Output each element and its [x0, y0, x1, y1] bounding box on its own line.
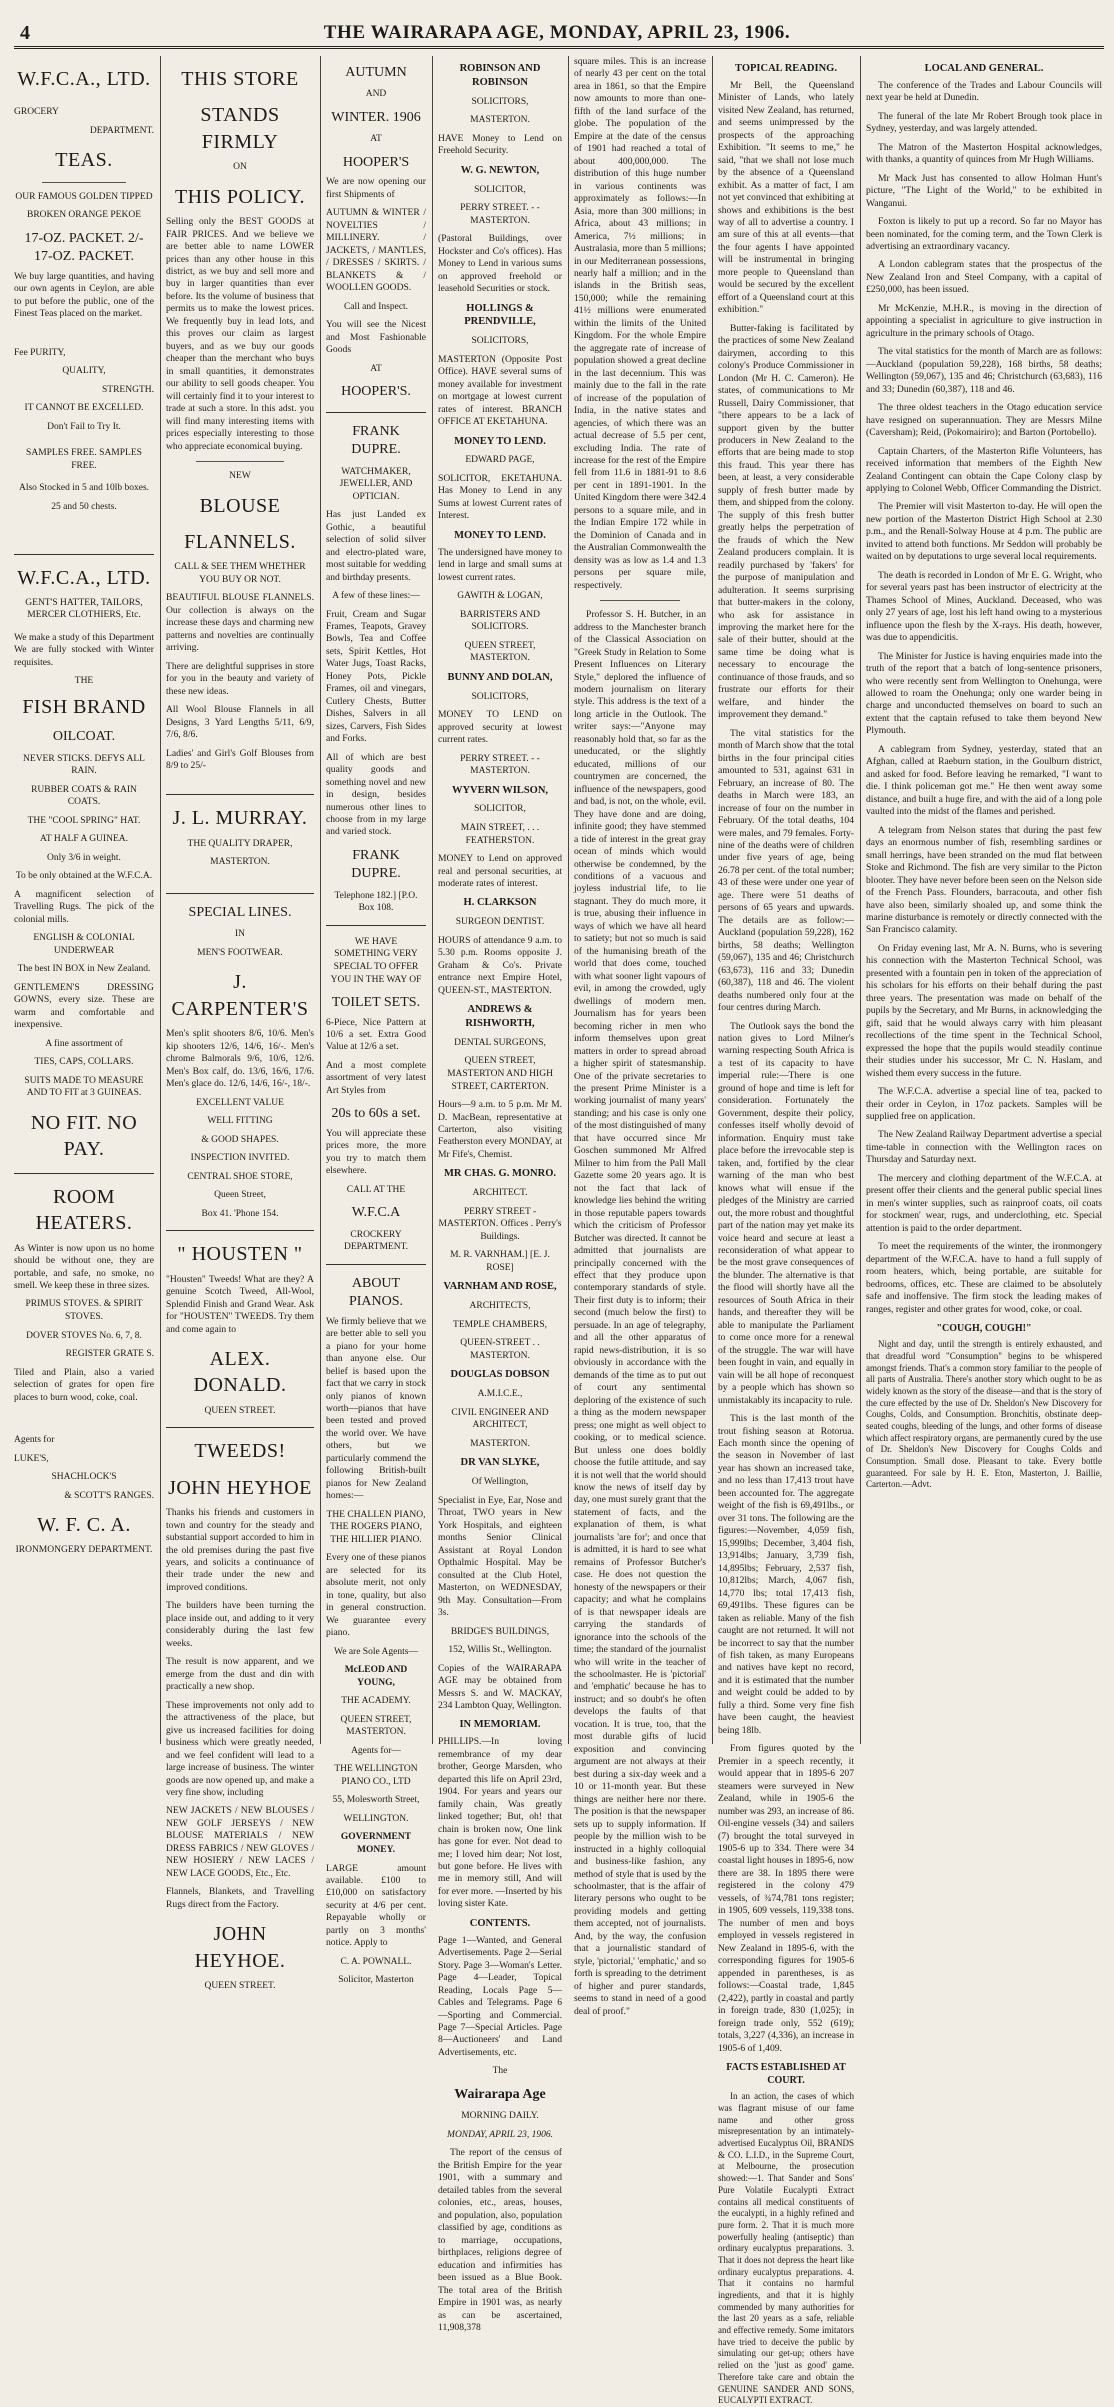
ad-line: Fee PURITY,	[14, 347, 66, 358]
ad-line: MASTERTON.	[470, 1438, 530, 1449]
section-heading: TOPICAL READING.	[735, 63, 837, 74]
ad-line: Box 41. 'Phone 154.	[201, 1208, 279, 1219]
ad-text: MONEY TO LEND on approved security at lowest current rates.	[438, 709, 562, 746]
masthead-rule	[14, 46, 1104, 49]
column-3	[326, 56, 426, 1986]
ad-text: We make a study of this Department We are fully stocked with Winter requisites.	[14, 631, 154, 668]
page-number: 4	[20, 22, 30, 44]
ad-line: CIVIL ENGINEER AND ARCHITECT,	[451, 1407, 549, 1431]
rule	[14, 554, 154, 555]
ad-line: THE WELLINGTON PIANO CO., LTD	[334, 1764, 418, 1787]
ad-line: GENT'S HATTER, TAILORS, MERCER CLOTHIERS, Etc.	[25, 597, 143, 621]
ad-heading: FLANNELS.	[184, 530, 296, 553]
ad-heading: McLEOD AND YOUNG,	[344, 1665, 408, 1688]
column-4	[438, 56, 562, 2334]
ad-line: THE ACADEMY.	[341, 1696, 411, 1707]
ad-line: IRONMONGERY DEPARTMENT.	[15, 1545, 153, 1556]
ad-line: 55, Molesworth Street,	[332, 1795, 420, 1806]
ad-line: WE HAVE SOMETHING VERY SPECIAL TO OFFER YOU IN THE WAY OF	[330, 936, 422, 985]
ad-line: SURGEON DENTIST.	[455, 917, 545, 928]
nameplate: Wairarapa Age	[454, 2086, 546, 2102]
column-divider	[568, 56, 569, 1744]
ad-line: PRIMUS STOVES. & SPIRIT STOVES.	[25, 1299, 143, 1322]
ad-heading: NO FIT. NO PAY.	[30, 1112, 138, 1161]
ad-heading: W.F.C.A	[351, 1205, 401, 1221]
ad-line: Of Wellington,	[471, 1477, 529, 1488]
dateline: MONDAY, APRIL 23, 1906.	[447, 2129, 553, 2140]
ad-line: QUEEN STREET, MASTERTON.	[340, 1714, 412, 1738]
section-heading: IN MEMORIAM.	[459, 1719, 541, 1731]
ad-line: Telephone 182.] [P.O. Box 108.	[334, 890, 418, 914]
ad-line: CALL & SEE THEM WHETHER YOU BUY OR NOT.	[174, 562, 306, 585]
ad-text: Hours—9 a.m. to 5 p.m. Mr M. D. MacBean, representative at Carterton, also visiting Featherston every MONDAY, at Mr Fife's, Chemist.	[438, 1099, 562, 1160]
nameplate-line: MORNING DAILY.	[461, 2111, 539, 2122]
article-text: square miles. This is an increase of nearly 43 per cent on the total area in 1861, so that the Empire now amounts to more than one-fifth of the land surface of the globe. The population of the Empire at the date of the census of 1901 had reached a total of about 400,000,000. The distribution of this huge number in various continents was approximately as follows:—In Asia, more than 300 millions; in Africa, about 43 millions; in America, 7½ millions; in Australasia, more than 5 millions; in our Mediterranean possessions, nearly half a million; and in the islands in the British seas, 150,000; while the remaining 41½ millions were enumerated within the limits of the United Kingdom. For the whole Empire the aggregate rate of increase of population showed a great decline in the last decennium. This was mainly due to the fall in the rate of increase of the population of India, in the native states and agencies, of which there was an actual decrease of 5.5 per cent, excluding India. The rate of increase for the rest of the Empire fell from 11.6 in 1881-91 to 8.6 per cent in 1891-1901. In the United Kingdom there were 342.4 persons to a square mile, and in the Indian Empire 172 while in the Dominion of Canada and in the Australian Commonwealth the density was as low as 1.4 and 1.3 persons per square mile, respectively.	[574, 56, 706, 591]
ad-heading: TWEEDS!	[194, 1440, 286, 1463]
ad-text: The undersigned have money to lend in large and small sums at lowest current rates.	[438, 546, 562, 583]
article-text: The conference of the Trades and Labour Councils will next year be held at Dunedin.	[866, 79, 1102, 104]
article-text: Mr Bell, the Queensland Minister of Lands, who lately visited New Zealand, has returned, and seems unimpressed by the prospects of the approaching Exhibition. "It seems to me," he said, "that we shall not lose much by the absence of a Queensland exhibit. As a matter of fact, I am not yet convinced that exhibiting at shows and exhibitions is the best way of all to advertise a country. I am sure of this at all events—that the four agents I have appointed will be instrumental in bringing more people to Queensland than would be secured by the excellent effort of a Queensland court at this exhibition."	[718, 79, 854, 316]
article-text: To meet the requirements of the winter, the ironmongery department of the W.F.C.A. have to hand a full supply of room heaters, which, being portable, are suitable for bedrooms, offices, etc. These are claimed to be absolutely safe and inoffensive. The firm stock the leading makes of ranges, register and other grates for wood, coke, or coal.	[866, 1241, 1102, 1315]
ad-text: You will appreciate these prices more, the more you try to match them elsewhere.	[326, 1127, 426, 1177]
ad-heading: MONEY TO LEND.	[454, 529, 546, 541]
ad-heading: " HOUSTEN "	[177, 1243, 303, 1266]
ad-line: SAMPLES FREE. SAMPLES FREE.	[26, 448, 142, 471]
ad-line: Agents for	[14, 1434, 55, 1445]
ad-line: WELLINGTON.	[343, 1813, 409, 1824]
memorial-text: PHILLIPS.—In loving remembrance of my dear brother, George Marsden, who departed this life on April 23rd, 1904. For years and years our family chain, Was greatly linked together; But, oh! that chain is broken now, One link has gone for ever. Not dead to me; I loved him dear; Not lost, but gone before. He lives with me in memory still, And will for ever more. —Inserted by his loving sister Kate.	[438, 1736, 562, 1910]
ad-text: Flannels, Blankets, and Travelling Rugs direct from the Factory.	[166, 1886, 314, 1910]
ad-line: A.M.I.C.E.,	[477, 1389, 523, 1400]
ad-line: & GOOD SHAPES.	[201, 1134, 279, 1145]
column-5	[574, 56, 706, 2017]
rule	[326, 412, 426, 413]
column-7	[866, 56, 1102, 1744]
ad-heading: THIS POLICY.	[174, 185, 306, 208]
ad-line: NEW	[229, 471, 251, 481]
ad-line: C. A. POWNALL.	[340, 1956, 412, 1967]
column-2	[166, 56, 314, 1991]
ad-heading: BLOUSE	[199, 494, 281, 517]
ad-text: You will see the Nicest and Most Fashionable Goods	[326, 319, 426, 356]
ad-line: Don't Fail to Try It.	[47, 421, 121, 432]
ad-line: BARRISTERS AND SOLICITORS.	[460, 609, 540, 633]
ad-line: AND	[365, 89, 387, 100]
ad-line: SHACHLOCK'S	[51, 1472, 117, 1483]
ad-text: HAVE Money to Lend on Freehold Security.	[438, 132, 562, 157]
ad-heading: OILCOAT.	[52, 729, 116, 745]
article-text: The mercery and clothing department of the W.F.C.A. at present offer their clients and the general public special lines in men's winter supplies, such as rainproof coats, oil coats for stockmen' wear, rugs, and underclothing, etc. Special attention is paid to the order department.	[866, 1172, 1102, 1234]
ad-heading: HOOPER'S	[342, 155, 410, 170]
ad-line: 152, Willis St., Wellington.	[448, 1645, 552, 1656]
ad-heading: STANDS FIRMLY	[200, 104, 280, 153]
rule	[326, 925, 426, 926]
ad-line: THE	[74, 676, 94, 687]
ad-line: GROCERY	[14, 107, 59, 118]
ad-line: CALL AT THE	[346, 1184, 406, 1195]
ad-heading: DR VAN SLYKE,	[460, 1457, 540, 1469]
article-text: Mr McKenzie, M.H.R., is moving in the direction of appointing a specialist in agriculture to give instruction in agriculture in the primary schools of Otago.	[866, 302, 1102, 339]
article-text: From figures quoted by the Premier in a speech recently, it would appear that in 1895-6 207 steamers were surveyed in New Zealand, while in 1905-6 the number was 293, an increase of 86. Oil-engine vessels (34) and sailers (7) brought the total surveyed in 1905-6 up to 334. There were 34 coastal light houses in 1895-6, now there are 38. In 1895 there were registered in the colony 479 vessels, of ¾74,781 tons register; in 1905, 609 vessels, 119,338 tons. The number of men and boys employed in vessels registered in New Zealand in 1895-6, with the corresponding figures for 1905-6 appended in parentheses, is as follows:—Coastal trade, 1,845 (2,422), partly in coastal and partly in foreign trade, 830 (1,025); in foreign trade only, 552 (619); totals, 3,227 (4,336), an increase in 1905-6 of 1,409.	[718, 1743, 854, 2054]
ad-heading: JOHN HEYHOE	[168, 1476, 312, 1499]
ad-text: Specialist in Eye, Ear, Nose and Throat, TWO years in New York Hospitals, and eighteen months Senior Clinical Assistant at Royal London Opthalmic Hospital. May be consulted at the Club Hotel, Masterton, on WEDNESDAY, 9th May. Consultation—From 3s.	[438, 1494, 562, 1619]
ad-line: & SCOTT'S RANGES.	[64, 1490, 154, 1501]
ad-line: THE "COOL SPRING" HAT.	[27, 815, 141, 826]
ad-text: The result is now apparent, and we emerge from the dust and din with practically a new shop.	[166, 1656, 314, 1693]
rule	[600, 600, 679, 601]
ad-text: We buy large quantities, and having our own agents in Ceylon, are able to put before the public, one of the Finest Teas placed on the market.	[14, 270, 154, 320]
ad-text: We firmly believe that we are better able to sell you a piano for your home than anyone else. Our belief is based upon the fact that we carry in stock only pianos of known worth—pianos that have been tested and proved the world over. We have others, but we particularly commend the following British-built pianos for New Zealand homes:—	[326, 1315, 426, 1502]
ad-text: And a most complete assortment of very latest Art Styles from	[326, 1059, 426, 1096]
column-divider	[860, 56, 861, 1744]
ad-line: Solicitor, Masterton	[338, 1975, 414, 1986]
ad-line: We are Sole Agents—	[334, 1646, 418, 1657]
ad-text: Every one of these pianos are selected for its absolute merit, not only in tone, quality, but also in general construction. We guarantee every piano.	[326, 1552, 426, 1639]
ad-heading: SPECIAL LINES.	[188, 904, 292, 920]
ad-line: GAWITH & LOGAN,	[457, 591, 543, 602]
price-line: 17-OZ. PACKET. 2/- 17-OZ. PACKET.	[24, 230, 144, 265]
rule	[326, 1264, 426, 1265]
ad-line: DOVER STOVES No. 6, 7, 8.	[26, 1330, 142, 1341]
ad-heading: WYVERN WILSON,	[451, 784, 549, 796]
article-text: Foxton is likely to put up a record. So far no Mayor has been nominated, for the coming term, and the Town Clerk is advertising an extraordinary vacancy.	[866, 216, 1102, 253]
ad-heading: FRANK DUPRE.	[351, 423, 401, 458]
article-text: The Premier will visit Masterton to-day. He will open the new portion of the Masterton District High School at 2.30 p.m., and the Renall-Solway House at 4 p.m. The public are invited to attend both functions. Mr Seddon will probably be waited on by deputations to urge several local requirements.	[866, 501, 1102, 563]
ad-line: SOLICITOR,	[474, 804, 526, 815]
ad-heading: WINTER. 1906	[331, 110, 421, 125]
ad-heading: THIS STORE	[181, 68, 299, 90]
ad-line: WELL FITTING	[207, 1116, 273, 1127]
ad-text: Thanks his friends and customers in town and country for the steady and substantial support accorded to him in the old premises during the past five years, and solicits a continuance of their trade under the new and improved conditions.	[166, 1507, 314, 1593]
ad-line: M. R. VARNHAM.] [E. J. ROSE]	[450, 1250, 550, 1273]
ad-line: AT HALF A GUINEA.	[40, 834, 128, 845]
ad-text: Selling only the BEST GOODS at FAIR PRICES. And we believe we are better able to name LOWER prices than any other house in this district, as we buy and sell more and buy in larger quantities than ever before. Its the volume of business that permits us to make the lowest prices. We frequently buy in lead lots, and this proves our claim as largest buyers, and as we buy our goods cheaper than the merchant who buys in small quantities, it demonstrates our ability to sell goods cheaper. You will certainly find it to your interest to trade at such a store. In this adst. you will find many interesting items with prices especially interesting to those who appreciate economical buying.	[166, 216, 314, 452]
ad-line: IN	[234, 929, 246, 940]
ad-text: Copies of the WAIRARAPA AGE may be obtained from Messrs S. and W. MACKAY, 234 Lambton Quay, Wellington.	[438, 1662, 562, 1711]
ad-line: A fine assortment of	[45, 1038, 123, 1049]
ad-line: ENGLISH & COLONIAL UNDERWEAR	[33, 933, 135, 956]
newspaper-title: THE WAIRARAPA AGE, MONDAY, APRIL 23, 1906.	[323, 22, 791, 43]
ad-text: Ladies' and Girl's Golf Blouses from 8/9 to 25/-	[166, 747, 314, 771]
ad-line: QUEEN STREET.	[204, 1405, 276, 1416]
ad-heading: AUTUMN	[345, 65, 407, 80]
ad-line: ARCHITECTS,	[469, 1301, 531, 1312]
ad-heading: VARNHAM AND ROSE,	[443, 1281, 557, 1293]
ad-line: MASTERTON.	[210, 857, 270, 868]
article-text: Butter-faking is facilitated by the practices of some New Zealand dairymen, according to this colony's Produce Commissioner in London (Mr H. C. Cameron). He states, of communications to Mr Russell, Dairy Commissioner, that "there appears to be a lack of support given by the butter producers in New Zealand to the efforts that are being made to stop this fraud. This year there has been, at least, a very considerable supply of fresh butter made by them, and shipped from the colony. The supply of this fresh butter greatly helps the perpetration of the frauds of which the New Zealand producers complain. It is readily purchased by 'fakers' for the purpose of manipulation and adulteration. It seems surprising that butter-makers in the colony, who ask for assistance in improving the market here for the sale of their butter, should at the same time be doing what is necessary to encourage the continuance of those frauds, and so frustrate our efforts for their welfare, and hinder the improvement they demand."	[718, 322, 854, 721]
ad-line: MAIN STREET, . . . FEATHERSTON.	[460, 823, 540, 846]
ad-line: EXCELLENT VALUE	[196, 1097, 284, 1108]
ad-line: SOLICITORS,	[471, 96, 529, 107]
article-text: Professor S. H. Butcher, in an address to the Manchester branch of the Classical Association on "Greek Study in Relation to Some Present Influences on Literary Style," deplored the influence of modern journalism on literary style. This address is the text of a long article in the Outlook. The writer says:—"Anyone may reasonably hold that, so far as the uneducated, or the slightly educated, millions of our countrymen are concerned, the influence of the newspapers, good and bad, is not, on the whole, evil. They have done and are doing, infinite good; they have stemmed a tide of interest in the great gray ocean of minds which would otherwise be condemned, by the conditions of a vacuous and joyless industrial life, to lie stagnant. They do much more, it is true, abusing their influence in ways of which we have all heard to satiety; but not so much is said of the humanising breath of the world that does come, touched with what sooner light vapours of evil, in among the crowded, ugly dwellings of modern men. Journalism has for years been becoming richer in men who inform themselves upon great matters in order to spread abroad a higher spirit of statesmanship. One of the private secretaries to the present Prime Minister is a working journalist of many years' standing; and his case is only one of the most distinguished of many that have occurred since Mr Goschen summoned Mr Alfred Milner to him from the Pall Mall Gazette some 20 years ago. It is not the fact that lack of knowledge lies behind the writing in those reputable papers towards which the criticism of Professor Butcher was directed. It cannot be admitted that journalists are principally concerned with the effect that they produce upon contemporary standards of style. Their first duty is to inform; their second (much below the first) to persuade. In an age of telegraphy, and all the other apparatus of rapid news-distribution, it is so obviously in accordance with the demands of the time as to put out of court any sentimental deploring of the existence of such a thing as the modern newspaper press; one might as well object to cooking, or to medical science. But unless one does boldly choose the futile attitude, and say it is not well that the world should know the news of itself day by day, one must surely grant that the statement of facts, and the explanation of them, is what journalists 'are for'; and once that is admitted, it is hard to see what remains of Professor Butcher's case. He does not question the honesty of the newspapers or their capacity; and what he complains of is that newspaper ideals are carrying the standards of ignorance into the schools of the time; the standard of the journalist who will write in the teacher of the schoolmaster. He is 'pictorial' and 'emphatic' because he has to instruct; and so doubt's he often develops the faults of that vocation. It is true, too, that the most durable gifts of lucid exposition and convincing argument are not always at their best during a six-day week and a 10 or 11-month year. But these things are neither here nor there. The position is that the newspaper sets up to supply information. If people by the million wish to be instructed in a highly colloquial and business-like fashion, any method of style that is used by the schoolmaster, that is the affair of literary persons who ought to be providing models and getting them accepted, not of journalists. And, by the way, the confusion that a journalistic standard of style, 'pictorial,' 'emphatic,' and so forth is spreading to the detriment of higher and purer standards, seems to stand in need of a good deal of proof."	[574, 609, 706, 2017]
ad-heading: ROBINSON AND ROBINSON	[459, 63, 541, 88]
ad-text: NEW JACKETS / NEW BLOUSES / NEW GOLF JERSEYS / NEW BLOUSE MATERIALS / NEW DRESS FABRICS / NEW GLOVES / NEW HOSIERY / NEW LACES / NEW LACE GOODS, Etc., Etc.	[166, 1805, 314, 1879]
article-text: A London cablegram states that the prospectus of the New Zealand Iron and Steel Company, with a capital of £250,000, has been issued.	[866, 259, 1102, 296]
article-text: The New Zealand Railway Department advertise a special time-table in connection with the Wellington races on Thursday and Saturday next.	[866, 1129, 1102, 1166]
ad-line: Also Stocked in 5 and 10lb boxes.	[18, 483, 150, 494]
column-6	[718, 56, 854, 2406]
ad-line: To be only obtained at the W.F.C.A.	[15, 871, 153, 882]
ad-heading: ABOUT PIANOS.	[348, 1275, 404, 1310]
ad-heading: DOUGLAS DOBSON	[450, 1369, 550, 1381]
ad-line: SOLICITOR,	[474, 184, 526, 195]
article-text: The Matron of the Masterton Hospital acknowledges, with thanks, a quantity of quinces from Mr Hugh Williams.	[866, 141, 1102, 166]
rule	[166, 1230, 314, 1231]
ad-line: BROKEN ORANGE PEKOE	[27, 210, 141, 221]
ad-text: 6-Piece, Nice Pattern at 10/6 a set. Extra Good Value at 12/6 a set.	[326, 1016, 426, 1053]
rule	[196, 461, 285, 462]
ad-line: RUBBER COATS & RAIN COATS.	[31, 784, 137, 808]
article-text: The Outlook says the bond the nation gives to Lord Milner's warning respecting South Africa is a test of its capacity to have imperial rule:—There is one ground of hope and time is left for consideration. Fortunately the Government, despite their policy, confesses itself wholly devoid of information. Enquiry must take place before the irrevocable step is taken, and, fortified by the clear warning of the man who best knows what will ensue if the pledges of the Ministry are carried out, the more robust and thoughtful part of the nation may yet make its voice heard and secure at least a reconsideration of what appear to be the most grave consequences of the blunder. The alternative is that the flood will shortly have all the resources of South Africa in their hands, and thereafter they will be able to manipulate the Parliament to come once more for a renewal of the struggle. The war will have been fought in vain, and equally in vain will be all hope of reconquest by a people which has shown so unmistakably its incapacity to rule.	[718, 1020, 854, 1406]
article-text: The vital statistics for the month of March are as follows:—Auckland (population 59,228), 168 births, 58 deaths; Wellington (59,067), 135 and 46; Christchurch (63,683), 116 and 33; Dunedin (60,387), 118 and 46.	[866, 346, 1102, 395]
section-heading: "COUGH, COUGH!"	[936, 1323, 1032, 1335]
ad-heading: HOLLINGS & PRENDVILLE,	[464, 302, 536, 328]
ad-text: "Housten" Tweeds! What are they? A genuine Scotch Tweed, All-Wool, Splendid Finish and Grand Wear. Ask for "HOUSTEN" TWEEDS. Try them and come again to	[166, 1273, 314, 1335]
section-heading: CONTENTS.	[469, 1917, 531, 1929]
ad-line: STRENGTH.	[102, 384, 154, 395]
contents-list: Page 1—Wanted, and General Advertisements. Page 2—Serial Story. Page 3—Woman's Letter. Page 4—Leader, Topical Reading, Locals Page 5—Cables and Telegrams. Page 6—Sporting and Commercial. Page 7—Special Articles. Page 8—Auctioneers' and Land Advertisements, etc.	[438, 1934, 562, 2058]
ad-line: ON	[233, 162, 247, 173]
ad-text: Fruit, Cream and Sugar Frames, Teapots, Gravey Bowls, Tea and Coffee sets, Spirit Kettles, Hot Water Jugs, Toast Racks, Honey Pots, Pickle Frames, oil and vinegars, Cutlery Chests, Butter Dishes, Salvers in all sizes, Carvers, Fish Sides and Forks.	[326, 608, 426, 745]
rule	[42, 182, 126, 183]
ad-heading: J. CARPENTER'S	[171, 971, 309, 1020]
ad-line: QUEEN STREET, MASTERTON AND HIGH STREET, CARTERTON.	[447, 1056, 553, 1092]
ad-line: THE CHALLEN PIANO, THE ROGERS PIANO, THE HILLIER PIANO.	[326, 1509, 426, 1545]
ad-line: SOLICITORS,	[471, 336, 529, 347]
ad-heading: JOHN HEYHOE.	[194, 1923, 286, 1972]
ad-line: SUITS MADE TO MEASURE AND TO FIT at 3 GUINEAS.	[24, 1075, 144, 1099]
ad-line: Queen Street,	[214, 1190, 266, 1201]
ad-line: IT CANNOT BE EXCELLED.	[24, 403, 144, 414]
ad-line: CENTRAL SHOE STORE,	[187, 1171, 293, 1182]
ad-line: QUEEN STREET, MASTERTON.	[464, 640, 536, 664]
ad-text: BEAUTIFUL BLOUSE FLANNELS. Our collection is always on the increase these days and charming new patterns and novelties are continually arriving.	[166, 592, 314, 654]
column-divider	[320, 56, 321, 1744]
ad-line: OUR FAMOUS GOLDEN TIPPED	[15, 191, 153, 202]
ad-heading: W.F.C.A., LTD.	[17, 68, 151, 90]
ad-line: AT	[370, 363, 382, 374]
ad-text: (Pastoral Buildings, over Hockster and Co's offices). Has Money to Lend in various sums on approved freehold or leasehold Securities or stock.	[438, 233, 562, 295]
ad-line: QUEEN STREET.	[204, 1980, 276, 1991]
ad-heading: MR CHAS. G. MONRO.	[444, 1168, 556, 1180]
ad-text: AUTUMN & WINTER / NOVELTIES / MILLINERY. / JACKETS, / MANTLES, / DRESSES / SKIRTS. / BLANKETS & / WOOLLEN GOODS.	[326, 207, 426, 294]
article-text: A telegram from Nelson states that during the past few days an enormous number of fish, resembling sardines or small herrings, have been stranded on the mud flat between Stoke and Richmond. The fish are very similar to the Picton blooter. They have never before been seen on the Nelson side of the French Pass. Flounders, barracouta, and other fish have also been, similarly shoaled up, and some think the marine disturbance is remotely or directly connected with the San Francisco calamity.	[866, 824, 1102, 936]
ad-line: AT	[370, 134, 382, 145]
ad-heading: HOOPER'S.	[341, 384, 411, 400]
section-heading: FACTS ESTABLISHED AT COURT.	[726, 2061, 846, 2087]
ad-heading: MONEY TO LEND.	[454, 435, 546, 447]
section-heading: LOCAL AND GENERAL.	[924, 63, 1044, 74]
ad-line: QUALITY,	[62, 366, 106, 377]
article-text: Mr Mack Just has consented to allow Holman Hunt's picture, "The Light of the World," to be exhibited in Wanganui.	[866, 172, 1102, 209]
ad-heading: ANDREWS & RISHWORTH,	[465, 1004, 535, 1030]
article-text: The death is recorded in London of Mr E. G. Wright, who for several years past has been instructor of electricity at the Thames School of Mines, Auckland. Deceased, who was only 27 years of age, lost his left hand owing to a mysterious influence upon the flesh by the X-rays. His death, however, was due to appendicitis.	[866, 569, 1102, 644]
ad-text: A magnificent selection of Travelling Rugs. The pick of the colonial mills.	[14, 889, 154, 925]
ad-line: PERRY STREET. - - MASTERTON.	[460, 753, 540, 777]
ad-text: The builders have been turning the place inside out, and adding to it very considerably during the last few weeks.	[166, 1600, 314, 1649]
ad-heading: W. G. NEWTON,	[460, 164, 540, 176]
ad-heading: J. L. MURRAY.	[172, 807, 308, 830]
article-text: A cablegram from Sydney, yesterday, stated that an Afghan, called at Raeburn station, in the Goulburn district, and asked for food. Before leaving he remarked, "I want to die. I think policeman got me." He then went away some distance, and built a huge fire, and with the aid of a long pole vaulted into the midst of the flames and perished.	[866, 743, 1102, 818]
rule	[166, 893, 314, 894]
column-divider	[432, 56, 433, 1744]
column-divider	[160, 56, 161, 1744]
ad-text: Has just Landed ex Gothic, a beautiful selection of solid silver and electro-plated ware, most suitable for wedding and birthday presents.	[326, 509, 426, 583]
ad-heading: ALEX. DONALD.	[193, 1348, 287, 1397]
ad-heading: FRANK DUPRE.	[351, 847, 401, 882]
nameplate-line: The	[492, 2066, 508, 2077]
ad-line: ARCHITECT.	[472, 1188, 528, 1199]
ad-text: We are now opening our first Shipments of	[326, 176, 426, 200]
ad-line: MASTERTON.	[470, 115, 530, 126]
ad-text: MONEY to Lend on approved real and personal securities, at moderate rates of interest.	[438, 853, 562, 890]
ad-line: THE QUALITY DRAPER,	[187, 838, 293, 849]
ad-text: Tiled and Plain, also a varied selection of grates for open fire places to burn wood, coke, coal.	[14, 1366, 154, 1403]
ad-line: TIES, CAPS, COLLARS.	[34, 1057, 134, 1068]
ad-line: The best IN BOX in New Zealand.	[17, 964, 151, 975]
ad-line: EDWARD PAGE,	[465, 455, 535, 466]
article-text: The vital statistics for the month of March show that the total births in the four principal cities amounted to 531, against 631 in February, an increase of 80. The deaths in March were 183, an increase of four on the number in February. Of the total deaths, 104 were males, and 79 females. Forty-nine of the deaths were of children under five years of age, being 26.78 per cent. of the total number; 43 of these were under one year of age. There were 51 deaths of persons of 65 years and upwards. The details are as follow:—Auckland (population 59,228), 162 births, 58 deaths; Wellington (59,067), 135 and 46; Christchurch (63,673), 116 and 33; Dunedin (60,387), 118 and 46. The violent deaths numbered only four at the four centres during March.	[718, 727, 854, 1014]
article-text: Night and day, until the strength is entirely exhausted, and that dreadful word "Consumption" begins to be whispered amongst friends. That's a common story familiar to the people of all parts of Australia. There's another story which ought to be as widely known as the story of the disease—and that is the story of the cure effected by the use of Dr. Sheldon's New Discovery for Coughs, Colds, and Consumption. Bronchitis, obstinate deep-seated coughs, bleeding of the lungs, and other forms of disease which affect respiratory organs, are permanently cured by the use of Dr. Sheldon's New Discovery for Coughs Colds and Consumption. Small dose. Pleasant to take. Every bottle guaranteed. For sale by H. E. Eton, Masterton, J. Baillie, Carterton.—Advt.	[866, 1339, 1102, 1490]
ad-text: Men's split shooters 8/6, 10/6. Men's kip shooters 12/6, 14/6, 16/-. Men's chrome Balmorals 9/6, 10/6, 12/6. Men's Box calf, do. 13/6, 16/6, 17/6. Men's glace do. 12/6, 14/6, 16/-, 18/-.	[166, 1028, 314, 1090]
ad-line: WATCHMAKER, JEWELLER, AND OPTICIAN.	[339, 466, 413, 502]
column-divider	[712, 56, 713, 1744]
ad-text: There are delightful supprises in store for you in the beauty and variety of these new ideas.	[166, 660, 314, 697]
ad-line: Call and Inspect.	[343, 301, 409, 312]
ad-heading: ROOM HEATERS.	[35, 1185, 133, 1235]
ad-line: A few of these lines:—	[332, 590, 420, 601]
article-text: This is the last month of the trout fishing season at Rotorua. Each month since the opening of the season in November of last year has shown an increased take, and no less than 17,413 trout have been accounted for. The aggregate weight of the fish is 69,491lbs., or over 31 tons. The following are the figures:—November, 4,059 fish, 15,999lbs; December, 3,404 fish, 13,914lbs; January, 3,739 fish, 14,895lbs; February, 2,537 fish, 10,812lbs; March, 4,067 fish, 14,770 lbs; total 17,413 fish, 69,491lbs. These figures can be taken as reliable. Many of the fish caught are not returned. It will not be incorrect to say that the number of fish taken, as many Europeans and natives have kept no record, and it is estimated that the number and weight could be added to by fully a third. Some very fine fish have been caught, the heaviest being 18lb.	[718, 1413, 854, 1736]
ad-line: LUKE'S,	[14, 1453, 49, 1464]
ad-heading: TEAS.	[55, 149, 113, 172]
ad-line: TEMPLE CHAMBERS,	[453, 1319, 547, 1330]
column-1	[14, 56, 154, 1744]
ad-heading: W.F.C.A., LTD.	[17, 566, 151, 589]
ad-heading: TOILET SETS.	[331, 995, 421, 1011]
article-text: The W.F.C.A. advertise a special line of tea, packed to their order in Ceylon, in 17oz packets. Samples will be supplied free on application.	[866, 1086, 1102, 1123]
article-text: The Minister for Justice is having enquiries made into the truth of the report that a batch of long-sentence prisoners, who were recently sent from Wellington to Onehunga, were allowed to roam the Onehunga; only one warder being in charge and unconducted themselves on board to such an extent that the captain refused to take them beyond New Plymouth.	[866, 650, 1102, 737]
article-text: The three oldest teachers in the Otago education service have resigned on superannuation. They are Messrs Milne (Caversham); Reid, (Pokomairiro); and Barton (Portobello).	[866, 402, 1102, 439]
ad-heading: 20s to 60s a set.	[331, 1106, 421, 1122]
ad-heading: FISH BRAND	[22, 695, 146, 718]
ad-heading: GOVERNMENT MONEY.	[340, 1832, 412, 1855]
ad-text: These improvements not only add to the attractiveness of the place, but give us increased facilities for doing business which were greatly needed, and we feel confident will lead to a large increase of business. The winter goods are now opened up, and make a very fine show, including	[166, 1699, 314, 1798]
ad-text: As Winter is now upon us no home should be without one, they are portable, and safe, no smoke, no smell. We keep these in three sizes.	[14, 1242, 154, 1291]
rule	[14, 1173, 154, 1174]
ad-line: SOLICITORS,	[471, 691, 529, 702]
ad-line: Agents for—	[351, 1745, 401, 1756]
ad-line: Only 3/6 in weight.	[47, 852, 121, 863]
ad-line: INSPECTION INVITED.	[190, 1153, 290, 1164]
ad-text: HOURS of attendance 9 a.m. to 5.30 p.m. Rooms opposite J. Graham & Co's. Private entrance next Empire Hotel, QUEEN-ST., MASTERTON.	[438, 934, 562, 996]
ad-heading: H. CLARKSON	[463, 897, 537, 909]
ad-text: All of which are best quality goods and something novel and new in design, besides numerous other lines to choose from in my large and varied stock.	[326, 751, 426, 838]
ad-text: MASTERTON (Opposite Post Office). HAVE several sums of money available for investment on mortgage at lowest current rates of interest. BRANCH OFFICE AT EKETAHUNA.	[438, 353, 562, 428]
ad-line: PERRY STREET - MASTERTON. Offices . Perry's Buildings.	[438, 1206, 562, 1242]
ad-line: DENTAL SURGEONS,	[454, 1037, 546, 1048]
ad-line: NEVER STICKS. DEFYS ALL RAIN.	[23, 753, 145, 777]
ad-line: DEPARTMENT.	[89, 125, 154, 136]
rule	[166, 794, 314, 795]
article-text: The funeral of the late Mr Robert Brough took place in Sydney, yesterday, and was largely attended.	[866, 110, 1102, 135]
ad-heading: W. F. C. A.	[37, 1514, 131, 1537]
ad-heading: BUNNY AND DOLAN,	[447, 671, 553, 683]
ad-text: All Wool Blouse Flannels in all Designs, 3 Yard Lengths 5/11, 6/9, 7/6, 8/6.	[166, 704, 314, 741]
ad-line: BRIDGE'S BUILDINGS,	[450, 1626, 550, 1637]
masthead	[0, 0, 1114, 48]
ad-text: GENTLEMEN'S DRESSING GOWNS, every size. These are warm and comfortable and inexpensive.	[14, 982, 154, 1031]
article-text: Captain Charters, of the Masterton Rifle Volunteers, has received information that members of the Eighth New Zealand Contingent can obtain the Cape Colony clasp by applying to Colonel Webb, Officer Commanding the District.	[866, 445, 1102, 494]
article-text: The report of the census of the British Empire for the year 1901, with a summary and detailed tables from the several colonies, etc., areas, houses, and population, also, population classified by age, conditions as to marriage, occupations, birthplaces, religions degree of education and infirmities has been issued as a Blue Book. The total area of the British Empire in 1901 was, as nearly as can be ascertained, 11,908,378	[438, 2147, 562, 2334]
ad-line: PERRY STREET. - - MASTERTON.	[460, 203, 540, 226]
article-text: On Friday evening last, Mr A. N. Burns, who is severing his connection with the Masterton Technical School, was presented with a fountain pen in token of the appreciation of his scholars for his efforts on their behalf during the past three years. The presentation was made on behalf of the pupils by the Secretary, and Mr Burns, in acknowledging the gift, said that he would always carry with him pleasant recollections of the time spent in the Technical School, expressed the hope that the pupils would steadily continue their studies under his successor, Mr C. N. Haslam, and wished them every success in the future.	[866, 942, 1102, 1079]
ad-line: CROCKERY DEPARTMENT.	[343, 1229, 409, 1253]
rule	[166, 1427, 314, 1428]
article-text: In an action, the cases of which was flagrant misuse of our fame name and other gross misrepresentation by an intimately-advertised Eucalyptus Oil, BRANDS & CO. L.I.D., in the Supreme Court, at Melbourne, the prosecution showed:—1. That Sander and Sons' Pure Volatile Eucalypti Extract contains all medical constituents of the eucalypti, in a highly refined and pure form. 2. That it is much more powerfully healing (antiseptic) than ordinary eucalyptus preparations. 3. That it does not depress the heart like ordinary eucalyptus preparations. 4. That it contains no harmful ingredients, and that it is highly commended by many authorities for the last 20 years as a safe, reliable and effective remedy. Some imitators have tried to deceive the public by simulating our get-up; others have relied on the 'just as good' game. Therefore take care and obtain the GENUINE SANDER AND SONS, EUCALYPTI EXTRACT.	[718, 2091, 854, 2406]
ad-line: 25 and 50 chests.	[51, 501, 117, 512]
ad-text: LARGE amount available. £100 to £10,000 on satisfactory security at 4/6 per cent. Repayable wholly or partly on 3 months' notice. Apply to	[326, 1862, 426, 1949]
ad-line: MEN'S FOOTWEAR.	[197, 947, 283, 958]
ad-text: SOLICITOR, EKETAHUNA. Has Money to Lend in any Sums at lowest Current rates of Interest.	[438, 472, 562, 522]
ad-line: REGISTER GRATE S.	[65, 1349, 154, 1360]
ad-line: QUEEN-STREET . . MASTERTON.	[460, 1338, 540, 1361]
